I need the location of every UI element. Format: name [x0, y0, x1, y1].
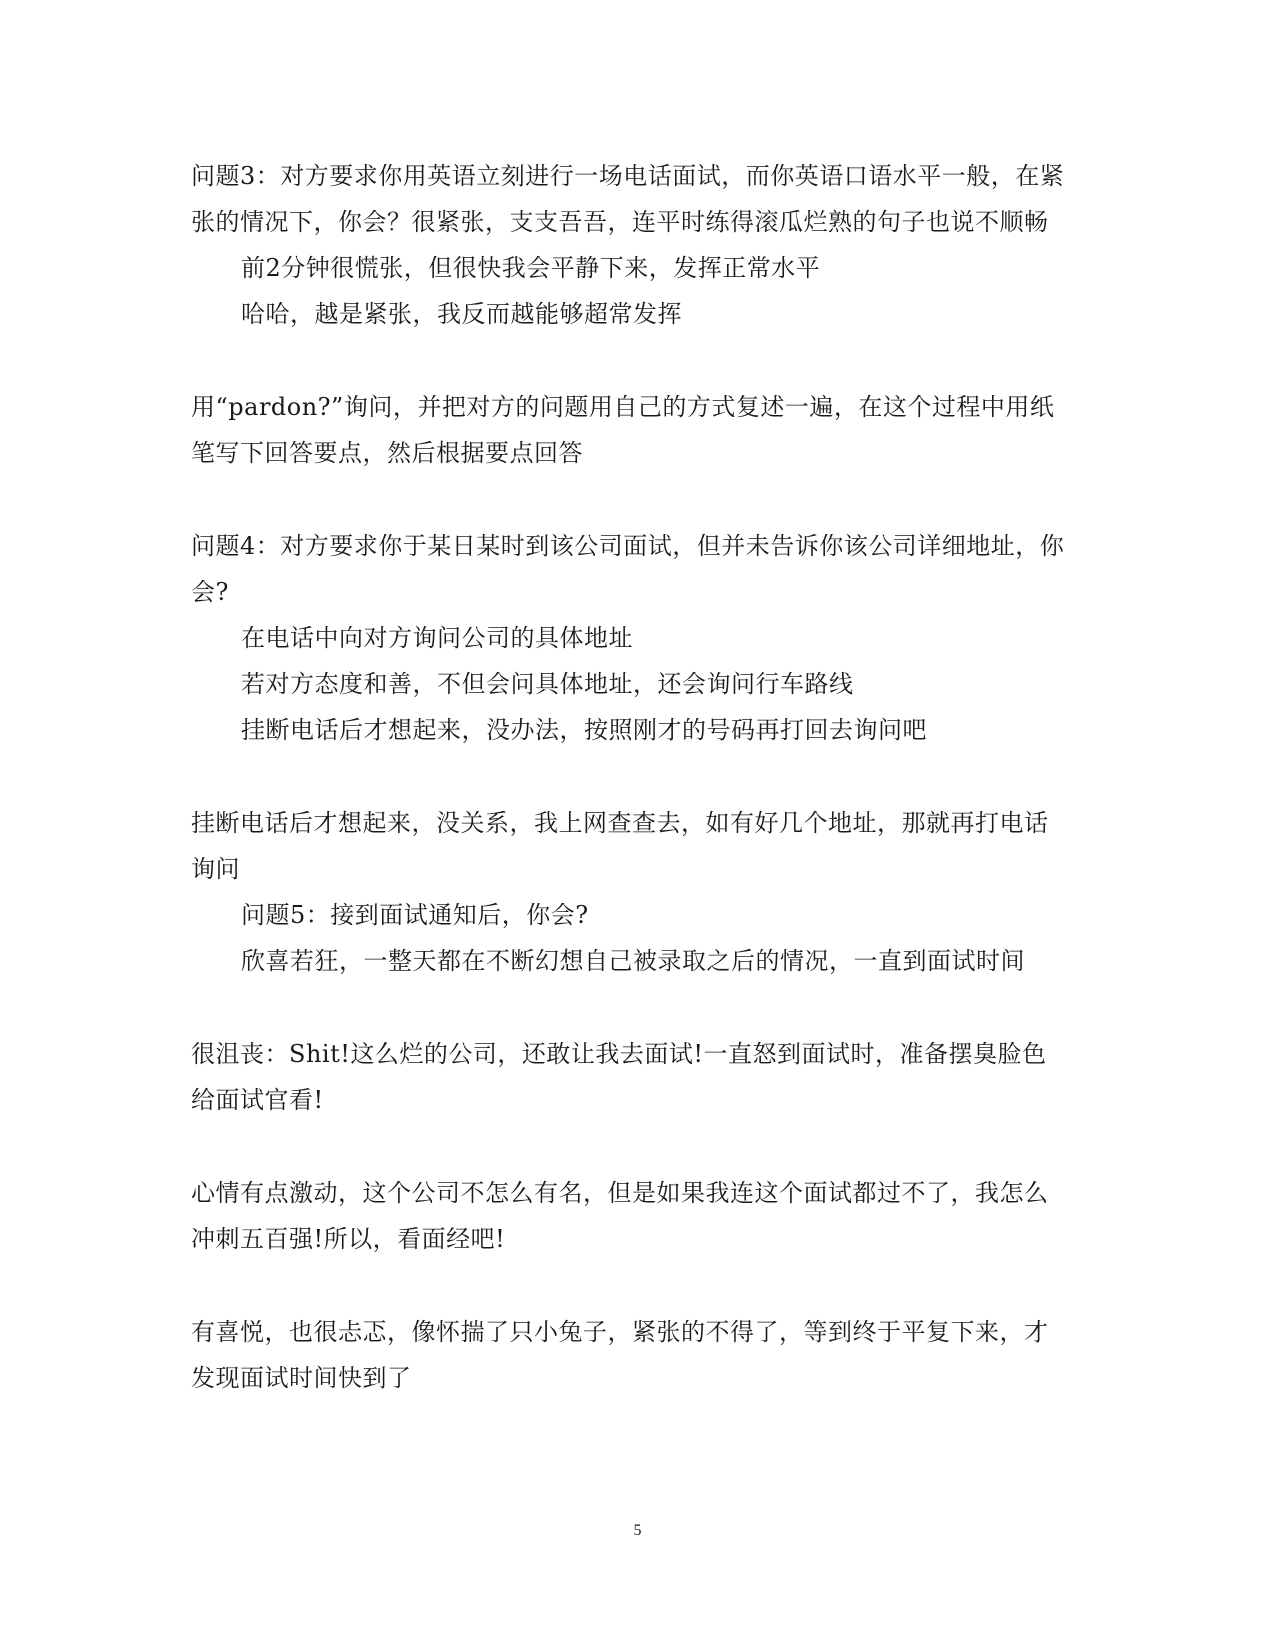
question-5: 问题5：接到面试通知后，你会?: [241, 901, 589, 929]
answer-paragraph-line-1: 用“pardon?”询问，并把对方的问题用自己的方式复述一遍，在这个过程中用纸: [191, 393, 1055, 421]
answer-paragraph-line-2: 询问: [191, 855, 240, 883]
answer-paragraph-line-1: 挂断电话后才想起来，没关系，我上网查查去，如有好几个地址，那就再打电话: [191, 809, 1049, 837]
answer-paragraph-line-2: 笔写下回答要点，然后根据要点回答: [191, 439, 583, 467]
answer-paragraph-line-2: 给面试官看!: [191, 1086, 324, 1114]
question-4-line-2: 会?: [191, 578, 229, 606]
answer-option: 哈哈，越是紧张，我反而越能够超常发挥: [241, 300, 682, 328]
question-4-line-1: 问题4：对方要求你于某日某时到该公司面试，但并未告诉你该公司详细地址，你: [191, 532, 1065, 560]
question-3-line-2: 张的情况下，你会？很紧张，支支吾吾，连平时练得滚瓜烂熟的句子也说不顺畅: [191, 208, 1049, 236]
answer-paragraph-line-1: 有喜悦，也很忐忑，像怀揣了只小兔子，紧张的不得了，等到终于平复下来，才: [191, 1318, 1049, 1346]
answer-paragraph-line-2: 冲刺五百强!所以，看面经吧!: [191, 1225, 506, 1253]
answer-paragraph-line-1: 很沮丧：Shit!这么烂的公司，还敢让我去面试!一直怒到面试时，准备摆臭脸色: [191, 1040, 1047, 1068]
answer-paragraph-line-1: 心情有点激动，这个公司不怎么有名，但是如果我连这个面试都过不了，我怎么: [191, 1179, 1049, 1207]
answer-option: 在电话中向对方询问公司的具体地址: [241, 624, 633, 652]
answer-option: 欣喜若狂，一整天都在不断幻想自己被录取之后的情况，一直到面试时间: [241, 947, 1025, 975]
answer-option: 挂断电话后才想起来，没办法，按照刚才的号码再打回去询问吧: [241, 716, 927, 744]
answer-paragraph-line-2: 发现面试时间快到了: [191, 1364, 412, 1392]
answer-option: 前2分钟很慌张，但很快我会平静下来，发挥正常水平: [241, 254, 821, 282]
question-3-line-1: 问题3：对方要求你用英语立刻进行一场电话面试，而你英语口语水平一般，在紧: [191, 162, 1065, 190]
page-number: 5: [633, 1522, 642, 1539]
answer-option: 若对方态度和善，不但会问具体地址，还会询问行车路线: [241, 670, 854, 698]
